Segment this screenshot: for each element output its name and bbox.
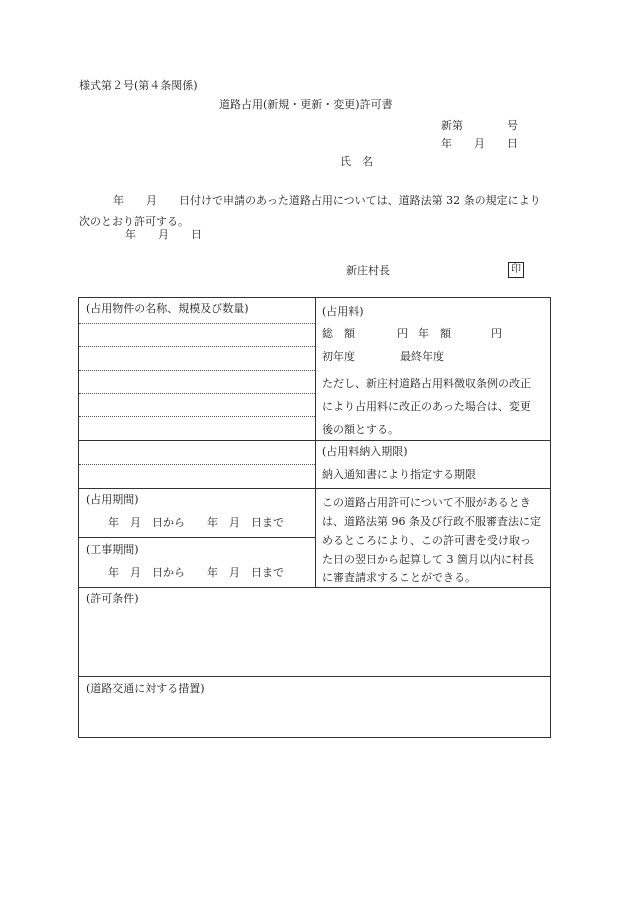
fee-amounts [322, 327, 502, 341]
annual-label: 年 額 [418, 327, 451, 340]
column-divider [315, 298, 316, 587]
permit-number: 新第 号 [441, 119, 518, 132]
deadline-text: 納入通知書により指定する期限 [322, 468, 476, 481]
applicant-name: 氏 名 [340, 155, 373, 168]
entry-line [79, 323, 315, 324]
deadline-header: (占用料納入期限) [322, 445, 408, 458]
entry-line [79, 346, 315, 347]
appeal-note-line: めるところにより、この許可書を受け取っ [322, 534, 531, 547]
construction-period-header: (工事期間) [86, 543, 139, 556]
row-divider [79, 537, 315, 538]
yen-unit: 円 [397, 327, 408, 340]
fee-note-line: により占用料に改正のあった場合は、変更 [322, 400, 531, 413]
appeal-note-line: この道路占用許可について不服があるとき [322, 496, 531, 509]
conditions-header: (許可条件) [86, 592, 139, 605]
occupancy-period-line: 年 月 日から 年 月 日まで [108, 516, 284, 529]
entry-line [79, 370, 315, 371]
fee-note-line: ただし、新庄村道路占用料徴収条例の改正 [322, 377, 531, 390]
total-label: 総 額 [322, 327, 355, 340]
permit-paragraph-text: 年 月 日付けで申請のあった道路占用については、道路法第 32 条の規定により次のとおり許可する。 [79, 194, 541, 228]
issuer-name: 新庄村長 [346, 264, 390, 277]
permit-date: 年 月 日 [125, 228, 202, 241]
seal-mark: 印 [508, 262, 524, 278]
fee-header: (占用料) [322, 305, 364, 318]
final-year-label: 最終年度 [400, 350, 444, 363]
permit-paragraph [79, 190, 549, 232]
row-divider [79, 587, 550, 588]
fee-note-line: 後の額とする。 [322, 423, 399, 436]
occupancy-period-header: (占用期間) [86, 493, 139, 506]
yen-unit: 円 [491, 327, 502, 340]
row-divider [315, 488, 550, 489]
appeal-note-line: に審査請求することができる。 [322, 571, 476, 584]
row-divider [79, 440, 315, 441]
construction-period-line: 年 月 日から 年 月 日まで [108, 566, 284, 579]
fiscal-years [322, 350, 444, 364]
appeal-note-line: は、道路法第 96 条及び行政不服審査法に定 [322, 515, 541, 528]
row-divider [315, 440, 550, 441]
entry-line [79, 416, 315, 417]
permit-table [78, 297, 551, 738]
row-divider [79, 488, 315, 489]
first-year-label: 初年度 [322, 350, 355, 363]
appeal-note-line: た日の翌日から起算して 3 箇月以内に村長 [322, 553, 534, 566]
entry-line [79, 464, 315, 465]
issue-date: 年 月 日 [441, 137, 518, 150]
form-number: 様式第２号(第４条関係) [79, 79, 198, 92]
document-title: 道路占用(新規・更新・変更)許可書 [219, 98, 393, 111]
row-divider [79, 676, 550, 677]
entry-line [79, 393, 315, 394]
traffic-measures-header: (道路交通に対する措置) [86, 682, 205, 695]
property-header: (占用物件の名称、規模及び数量) [86, 302, 249, 315]
